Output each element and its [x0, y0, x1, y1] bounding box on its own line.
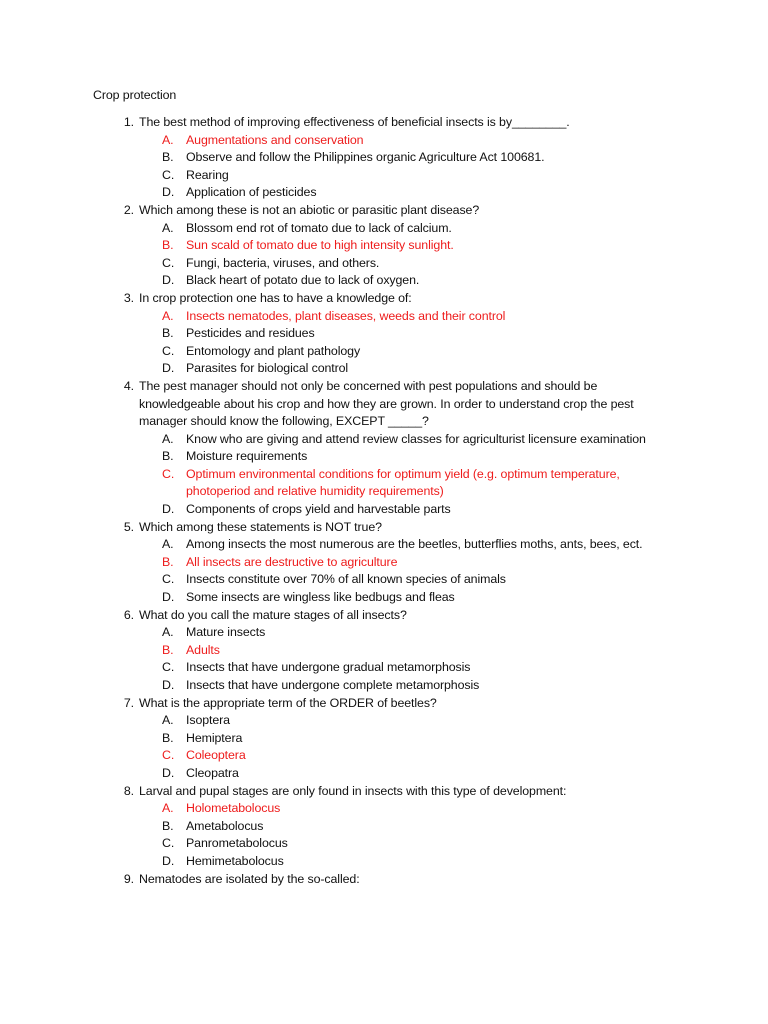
option-list — [0, 220, 768, 290]
answer-option — [0, 149, 768, 167]
option-letter: D. — [162, 273, 175, 288]
option-text: Among insects the most numerous are the beetles, butterflies moths, ants, bees, ect. — [186, 537, 643, 552]
option-text: Blossom end rot of tomato due to lack of calcium. — [186, 220, 452, 235]
question-item — [0, 695, 768, 783]
question-item — [0, 783, 768, 871]
answer-option — [0, 853, 768, 871]
option-list — [0, 624, 768, 694]
option-letter: B. — [162, 642, 174, 657]
option-text: Some insects are wingless like bedbugs and fleas — [186, 590, 455, 605]
option-letter: A. — [162, 431, 174, 446]
option-text: Optimum environmental conditions for optimum yield (e.g. optimum temperature, photoperiod and relative humidity requirements) — [186, 466, 620, 499]
option-text: Ametabolocus — [186, 818, 264, 833]
option-letter: A. — [162, 132, 174, 147]
option-letter: C. — [162, 466, 175, 481]
correct-answer-option — [0, 747, 768, 765]
option-text: Pesticides and residues — [186, 326, 315, 341]
option-letter: C. — [162, 660, 175, 675]
question-item — [0, 519, 768, 607]
question-item — [0, 871, 768, 889]
option-text: Insects constitute over 70% of all known species of animals — [186, 572, 506, 587]
option-letter: B. — [162, 150, 174, 165]
correct-answer-option — [0, 132, 768, 150]
option-text: Isoptera — [186, 713, 230, 728]
question-text: Which among these is not an abiotic or parasitic plant disease? — [139, 202, 480, 217]
question-number: 8. — [123, 783, 134, 798]
question-number: 4. — [123, 378, 134, 393]
option-text: Application of pesticides — [186, 185, 317, 200]
option-letter: B. — [162, 326, 174, 341]
answer-option — [0, 255, 768, 273]
question-item — [0, 290, 768, 378]
question-number: 6. — [123, 607, 134, 622]
question-list — [0, 114, 768, 888]
option-letter: D. — [162, 678, 175, 692]
answer-option — [0, 589, 768, 607]
option-text: Insects nematodes, plant diseases, weeds and their control — [186, 308, 506, 323]
question-number: 9. — [123, 871, 134, 886]
option-list — [0, 800, 768, 870]
option-text: Insects that have undergone complete metamorphosis — [186, 678, 480, 692]
option-letter: B. — [162, 730, 174, 745]
answer-option — [0, 220, 768, 238]
option-letter: A. — [162, 625, 174, 640]
option-text: Coleoptera — [186, 748, 246, 763]
option-text: Rearing — [186, 167, 229, 182]
question-text: Nematodes are isolated by the so-called: — [139, 871, 360, 886]
question-item — [0, 607, 768, 695]
document-title: Crop protection — [93, 88, 177, 102]
question-text: What is the appropriate term of the ORDER of beetles? — [139, 695, 437, 710]
option-letter: B. — [162, 818, 174, 833]
option-text: Adults — [186, 642, 220, 657]
option-letter: A. — [162, 801, 174, 816]
option-letter: A. — [162, 537, 174, 552]
option-text: Know who are giving and attend review classes for agriculturist licensure examination — [186, 431, 646, 446]
option-letter: C. — [162, 255, 175, 270]
answer-option — [0, 730, 768, 748]
option-letter: D. — [162, 185, 175, 200]
question-text: Larval and pupal stages are only found in insects with this type of development: — [139, 783, 567, 798]
option-list — [0, 132, 768, 202]
answer-option — [0, 343, 768, 361]
answer-option — [0, 360, 768, 378]
answer-option — [0, 712, 768, 730]
option-letter: C. — [162, 748, 175, 763]
correct-answer-option — [0, 800, 768, 818]
option-text: Observe and follow the Philippines organic Agriculture Act 100681. — [186, 150, 545, 165]
question-text: In crop protection one has to have a knowledge of: — [139, 290, 412, 305]
option-letter: C. — [162, 343, 175, 358]
option-list — [0, 308, 768, 378]
option-list — [0, 431, 768, 519]
question-number: 1. — [123, 115, 134, 129]
option-letter: D. — [162, 853, 175, 868]
option-letter: A. — [162, 308, 174, 323]
option-text: Panrometabolocus — [186, 836, 288, 851]
question-number: 5. — [123, 519, 134, 534]
answer-option — [0, 501, 768, 519]
correct-answer-option — [0, 642, 768, 660]
answer-option — [0, 624, 768, 642]
answer-option — [0, 677, 768, 695]
option-text: Holometabolocus — [186, 801, 281, 816]
option-text: Cleopatra — [186, 765, 239, 780]
option-text: Sun scald of tomato due to high intensity sunlight. — [186, 238, 454, 253]
option-text: Augmentations and conservation — [186, 132, 364, 147]
option-letter: D. — [162, 590, 175, 605]
option-letter: C. — [162, 572, 175, 587]
answer-option — [0, 431, 768, 449]
option-text: Hemimetabolocus — [186, 853, 284, 868]
option-letter: C. — [162, 167, 175, 182]
question-number: 7. — [123, 695, 134, 710]
question-number: 3. — [123, 290, 134, 305]
option-list — [0, 536, 768, 606]
question-text: The best method of improving effectiveness of beneficial insects is by________. — [139, 115, 570, 129]
answer-option — [0, 325, 768, 343]
question-number: 2. — [123, 202, 134, 217]
question-text: What do you call the mature stages of all insects? — [139, 607, 407, 622]
option-letter: B. — [162, 238, 174, 253]
option-text: Insects that have undergone gradual metamorphosis — [186, 660, 471, 675]
question-item — [0, 114, 768, 202]
answer-option — [0, 167, 768, 185]
correct-answer-option — [0, 466, 768, 501]
option-text: Black heart of potato due to lack of oxygen. — [186, 273, 420, 288]
correct-answer-option — [0, 237, 768, 255]
answer-option — [0, 835, 768, 853]
option-text: Mature insects — [186, 625, 266, 640]
question-item — [0, 202, 768, 290]
question-text: Which among these statements is NOT true? — [139, 519, 382, 534]
option-text: Hemiptera — [186, 730, 243, 745]
option-letter: B. — [162, 554, 174, 569]
answer-option — [0, 659, 768, 677]
question-item — [0, 378, 768, 519]
answer-option — [0, 536, 768, 554]
option-text: All insects are destructive to agriculture — [186, 554, 398, 569]
answer-option — [0, 272, 768, 290]
correct-answer-option — [0, 554, 768, 572]
option-letter: A. — [162, 220, 174, 235]
option-letter: D. — [162, 765, 175, 780]
option-text: Moisture requirements — [186, 449, 308, 464]
correct-answer-option — [0, 308, 768, 326]
answer-option — [0, 818, 768, 836]
option-letter: C. — [162, 836, 175, 851]
answer-option — [0, 184, 768, 202]
option-text: Fungi, bacteria, viruses, and others. — [186, 255, 380, 270]
option-text: Entomology and plant pathology — [186, 343, 361, 358]
answer-option — [0, 448, 768, 466]
option-text: Parasites for biological control — [186, 361, 349, 376]
answer-option — [0, 765, 768, 783]
option-letter: A. — [162, 713, 174, 728]
option-list — [0, 712, 768, 782]
answer-option — [0, 571, 768, 589]
option-letter: B. — [162, 449, 174, 464]
option-text: Components of crops yield and harvestable parts — [186, 502, 451, 517]
option-letter: D. — [162, 361, 175, 376]
option-letter: D. — [162, 502, 175, 517]
question-text: The pest manager should not only be concerned with pest populations and should be knowledgeable about his crop and how they are grown. In order to understand crop the pest manager should know the following, EXCEPT _____? — [139, 378, 634, 429]
